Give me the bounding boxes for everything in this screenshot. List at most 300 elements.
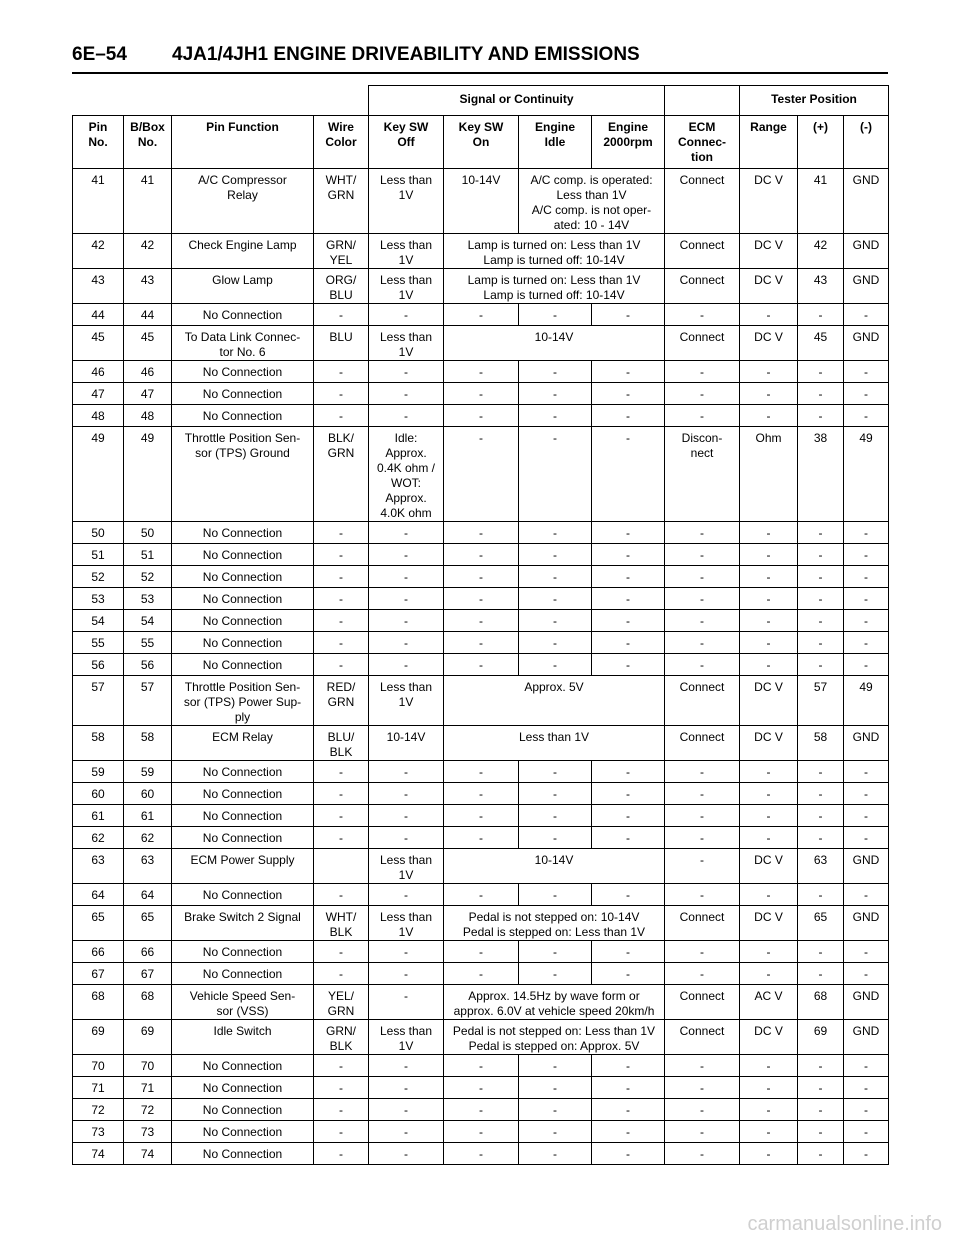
empty-value-cell: - — [844, 405, 889, 427]
col-header-key-sw-off: Key SW Off — [369, 116, 444, 169]
empty-value-cell: - — [740, 827, 798, 849]
empty-value-cell: - — [314, 654, 369, 676]
bbox-number-cell: 50 — [124, 522, 172, 544]
table-row — [73, 676, 889, 726]
bbox-number-cell: 63 — [124, 849, 172, 884]
empty-value-cell: - — [798, 827, 844, 849]
empty-value-cell: - — [592, 1121, 665, 1143]
bbox-number-cell: 65 — [124, 906, 172, 941]
empty-value-cell: - — [369, 361, 444, 383]
bbox-number-cell: 59 — [124, 761, 172, 783]
empty-value-cell: - — [369, 304, 444, 326]
empty-value-cell: - — [844, 654, 889, 676]
header-rule — [72, 72, 888, 74]
tester-minus-cell: 49 — [844, 427, 889, 522]
pin-function-cell: No Connection — [172, 827, 314, 849]
table-row — [73, 383, 889, 405]
empty-value-cell: - — [798, 761, 844, 783]
empty-value-cell: - — [314, 941, 369, 963]
ecm-connection-cell: Connect — [665, 326, 740, 361]
pin-function-cell: No Connection — [172, 1055, 314, 1077]
table-row — [73, 654, 889, 676]
empty-value-cell: - — [314, 1055, 369, 1077]
table-row — [73, 783, 889, 805]
empty-value-cell: - — [844, 610, 889, 632]
table-row — [73, 1121, 889, 1143]
pin-number-cell: 57 — [73, 676, 124, 726]
empty-value-cell: - — [740, 884, 798, 906]
pin-function-cell: To Data Link Connec- tor No. 6 — [172, 326, 314, 361]
pin-function-cell: No Connection — [172, 522, 314, 544]
col-header-wire-color: Wire Color — [314, 116, 369, 169]
empty-value-cell: - — [665, 783, 740, 805]
empty-value-cell: - — [519, 963, 592, 985]
empty-value-cell: - — [592, 827, 665, 849]
pin-number-cell: 43 — [73, 269, 124, 304]
signal-value-cell: Less than 1V — [369, 234, 444, 269]
table-row — [73, 326, 889, 361]
pin-function-cell: No Connection — [172, 941, 314, 963]
pin-function-cell: No Connection — [172, 1077, 314, 1099]
empty-value-cell: - — [665, 522, 740, 544]
empty-value-cell: - — [798, 941, 844, 963]
col-header-pin-function: Pin Function — [172, 116, 314, 169]
empty-value-cell: - — [444, 405, 519, 427]
range-cell: DC V — [740, 676, 798, 726]
range-cell: DC V — [740, 169, 798, 234]
empty-value-cell: - — [740, 361, 798, 383]
pin-function-cell: No Connection — [172, 963, 314, 985]
table-row — [73, 427, 889, 522]
pin-function-cell: No Connection — [172, 761, 314, 783]
empty-value-cell: - — [844, 963, 889, 985]
pin-number-cell: 63 — [73, 849, 124, 884]
empty-value-cell: - — [665, 361, 740, 383]
table-row — [73, 632, 889, 654]
bbox-number-cell: 64 — [124, 884, 172, 906]
empty-value-cell: - — [740, 383, 798, 405]
ecm-connection-cell: Connect — [665, 269, 740, 304]
signal-value-cell: Lamp is turned on: Less than 1V Lamp is turned off: 10-14V — [444, 269, 665, 304]
wire-color-cell: ORG/ BLU — [314, 269, 369, 304]
empty-value-cell: - — [519, 1099, 592, 1121]
range-cell: DC V — [740, 906, 798, 941]
empty-value-cell: - — [798, 1121, 844, 1143]
empty-value-cell: - — [444, 1143, 519, 1165]
empty-value-cell: - — [592, 544, 665, 566]
range-cell: DC V — [740, 269, 798, 304]
pin-number-cell: 62 — [73, 827, 124, 849]
pin-function-cell: No Connection — [172, 654, 314, 676]
bbox-number-cell: 52 — [124, 566, 172, 588]
table-row — [73, 884, 889, 906]
empty-value-cell: - — [665, 383, 740, 405]
empty-value-cell: - — [592, 805, 665, 827]
wire-color-cell: BLU/ BLK — [314, 726, 369, 761]
empty-value-cell: - — [844, 783, 889, 805]
range-cell: Ohm — [740, 427, 798, 522]
col-header-pin-no: Pin No. — [73, 116, 124, 169]
pin-number-cell: 65 — [73, 906, 124, 941]
empty-value-cell: - — [519, 632, 592, 654]
table-row — [73, 169, 889, 234]
empty-value-cell: - — [369, 805, 444, 827]
table-row — [73, 361, 889, 383]
pin-function-cell: No Connection — [172, 610, 314, 632]
table-row — [73, 269, 889, 304]
empty-value-cell: - — [844, 361, 889, 383]
pin-function-cell: Glow Lamp — [172, 269, 314, 304]
table-row — [73, 234, 889, 269]
pin-number-cell: 66 — [73, 941, 124, 963]
ecm-connection-cell: Connect — [665, 1020, 740, 1055]
empty-value-cell: - — [740, 963, 798, 985]
empty-value-cell: - — [844, 632, 889, 654]
pin-number-cell: 52 — [73, 566, 124, 588]
pin-function-cell: Brake Switch 2 Signal — [172, 906, 314, 941]
empty-value-cell: - — [314, 610, 369, 632]
bbox-number-cell: 74 — [124, 1143, 172, 1165]
bbox-number-cell: 41 — [124, 169, 172, 234]
empty-value-cell: - — [592, 761, 665, 783]
signal-value-cell: - — [519, 427, 592, 522]
table-row — [73, 963, 889, 985]
empty-value-cell: - — [444, 544, 519, 566]
empty-value-cell: - — [519, 383, 592, 405]
empty-value-cell: - — [314, 304, 369, 326]
empty-value-cell: - — [444, 566, 519, 588]
page-title: 4JA1/4JH1 ENGINE DRIVEABILITY AND EMISSIONS — [172, 44, 640, 65]
empty-value-cell: - — [444, 884, 519, 906]
empty-value-cell: - — [369, 1055, 444, 1077]
empty-value-cell: - — [519, 1121, 592, 1143]
empty-value-cell: - — [844, 1055, 889, 1077]
wire-color-cell: BLK/ GRN — [314, 427, 369, 522]
empty-value-cell: - — [314, 544, 369, 566]
empty-value-cell: - — [740, 941, 798, 963]
empty-value-cell: - — [314, 522, 369, 544]
pin-function-cell: No Connection — [172, 383, 314, 405]
empty-value-cell: - — [519, 805, 592, 827]
empty-value-cell: - — [798, 632, 844, 654]
pin-number-cell: 59 — [73, 761, 124, 783]
empty-value-cell: - — [444, 941, 519, 963]
pin-function-cell: Idle Switch — [172, 1020, 314, 1055]
empty-value-cell: - — [665, 941, 740, 963]
empty-value-cell: - — [592, 1099, 665, 1121]
empty-value-cell: - — [665, 805, 740, 827]
signal-value-cell: - — [592, 427, 665, 522]
empty-value-cell: - — [798, 304, 844, 326]
table-row — [73, 522, 889, 544]
wire-color-cell: RED/ GRN — [314, 676, 369, 726]
tester-plus-cell: 57 — [798, 676, 844, 726]
signal-value-cell: Pedal is not stepped on: Less than 1V Pedal is stepped on: Approx. 5V — [444, 1020, 665, 1055]
empty-value-cell: - — [314, 761, 369, 783]
empty-value-cell: - — [592, 405, 665, 427]
empty-value-cell: - — [665, 405, 740, 427]
bbox-number-cell: 73 — [124, 1121, 172, 1143]
pin-number-cell: 50 — [73, 522, 124, 544]
empty-value-cell: - — [444, 783, 519, 805]
empty-value-cell: - — [844, 884, 889, 906]
empty-value-cell: - — [369, 544, 444, 566]
pin-number-cell: 73 — [73, 1121, 124, 1143]
wire-color-cell: WHT/ GRN — [314, 169, 369, 234]
table-row — [73, 588, 889, 610]
empty-value-cell: - — [444, 761, 519, 783]
empty-value-cell: - — [444, 805, 519, 827]
empty-value-cell: - — [592, 1143, 665, 1165]
empty-value-cell: - — [740, 405, 798, 427]
bbox-number-cell: 71 — [124, 1077, 172, 1099]
empty-value-cell: - — [519, 783, 592, 805]
signal-value-cell: Less than 1V — [369, 269, 444, 304]
table-row — [73, 544, 889, 566]
table-body — [73, 169, 889, 1165]
tester-plus-cell: 58 — [798, 726, 844, 761]
tester-minus-cell: GND — [844, 1020, 889, 1055]
pin-function-cell: No Connection — [172, 884, 314, 906]
empty-value-cell: - — [592, 566, 665, 588]
empty-value-cell: - — [592, 610, 665, 632]
empty-value-cell: - — [665, 632, 740, 654]
bbox-number-cell: 54 — [124, 610, 172, 632]
empty-value-cell: - — [519, 827, 592, 849]
pin-number-cell: 67 — [73, 963, 124, 985]
empty-value-cell: - — [314, 383, 369, 405]
ecm-connection-cell: Connect — [665, 985, 740, 1020]
empty-value-cell: - — [665, 654, 740, 676]
bbox-number-cell: 45 — [124, 326, 172, 361]
empty-value-cell: - — [798, 544, 844, 566]
pin-number-cell: 72 — [73, 1099, 124, 1121]
empty-value-cell: - — [844, 304, 889, 326]
range-cell: DC V — [740, 234, 798, 269]
empty-value-cell: - — [740, 304, 798, 326]
empty-value-cell: - — [444, 1077, 519, 1099]
tester-minus-cell: GND — [844, 169, 889, 234]
empty-value-cell: - — [798, 963, 844, 985]
empty-value-cell: - — [444, 1121, 519, 1143]
table-row — [73, 1077, 889, 1099]
col-header-bbox-no: B/Box No. — [124, 116, 172, 169]
empty-value-cell: - — [665, 544, 740, 566]
signal-value-cell: Pedal is not stepped on: 10-14V Pedal is stepped on: Less than 1V — [444, 906, 665, 941]
empty-value-cell: - — [314, 405, 369, 427]
empty-value-cell: - — [444, 304, 519, 326]
wire-color-cell: YEL/ GRN — [314, 985, 369, 1020]
pin-function-cell: No Connection — [172, 805, 314, 827]
tester-plus-cell: 69 — [798, 1020, 844, 1055]
tester-minus-cell: GND — [844, 234, 889, 269]
bbox-number-cell: 55 — [124, 632, 172, 654]
tester-minus-cell: 49 — [844, 676, 889, 726]
pin-function-cell: ECM Power Supply — [172, 849, 314, 884]
bbox-number-cell: 61 — [124, 805, 172, 827]
bbox-number-cell: 47 — [124, 383, 172, 405]
empty-value-cell: - — [592, 1077, 665, 1099]
empty-value-cell: - — [740, 1121, 798, 1143]
tester-group-header: Tester Position — [740, 86, 889, 116]
signal-value-cell: - — [369, 985, 444, 1020]
pin-number-cell: 56 — [73, 654, 124, 676]
range-cell: DC V — [740, 326, 798, 361]
empty-value-cell: - — [314, 1143, 369, 1165]
pin-number-cell: 61 — [73, 805, 124, 827]
empty-value-cell: - — [740, 783, 798, 805]
pin-function-cell: No Connection — [172, 544, 314, 566]
empty-value-cell: - — [740, 610, 798, 632]
empty-value-cell: - — [444, 588, 519, 610]
pin-function-cell: Throttle Position Sen- sor (TPS) Ground — [172, 427, 314, 522]
empty-value-cell: - — [369, 566, 444, 588]
signal-value-cell: Approx. 5V — [444, 676, 665, 726]
empty-value-cell: - — [519, 405, 592, 427]
pin-function-cell: Vehicle Speed Sen- sor (VSS) — [172, 985, 314, 1020]
empty-value-cell: - — [665, 1143, 740, 1165]
tester-minus-cell: GND — [844, 326, 889, 361]
table-row — [73, 941, 889, 963]
bbox-number-cell: 42 — [124, 234, 172, 269]
empty-value-cell: - — [665, 963, 740, 985]
signal-value-cell: - — [444, 427, 519, 522]
signal-value-cell: Idle: Approx. 0.4K ohm / WOT: Approx. 4.0K ohm — [369, 427, 444, 522]
empty-value-cell: - — [519, 1055, 592, 1077]
signal-value-cell: Less than 1V — [369, 1020, 444, 1055]
pin-number-cell: 45 — [73, 326, 124, 361]
tester-plus-cell: 38 — [798, 427, 844, 522]
table-row — [73, 726, 889, 761]
empty-value-cell: - — [844, 761, 889, 783]
ecm-connection-cell: Discon- nect — [665, 427, 740, 522]
empty-value-cell: - — [844, 827, 889, 849]
pin-function-cell: No Connection — [172, 361, 314, 383]
bbox-number-cell: 70 — [124, 1055, 172, 1077]
tester-plus-cell: 45 — [798, 326, 844, 361]
empty-value-cell: - — [314, 632, 369, 654]
signal-value-cell: Less than 1V — [369, 676, 444, 726]
watermark: carmanualsonline.info — [747, 1213, 942, 1235]
wire-color-cell: GRN/ BLK — [314, 1020, 369, 1055]
empty-value-cell: - — [665, 1099, 740, 1121]
tester-minus-cell: GND — [844, 906, 889, 941]
empty-value-cell: - — [844, 566, 889, 588]
signal-value-cell: 10-14V — [369, 726, 444, 761]
empty-value-cell: - — [369, 1099, 444, 1121]
empty-value-cell: - — [444, 610, 519, 632]
signal-value-cell: Lamp is turned on: Less than 1V Lamp is turned off: 10-14V — [444, 234, 665, 269]
ecm-connection-cell: - — [665, 849, 740, 884]
empty-value-cell: - — [444, 361, 519, 383]
empty-value-cell: - — [798, 783, 844, 805]
table-row — [73, 985, 889, 1020]
wire-color-cell: BLU — [314, 326, 369, 361]
empty-value-cell: - — [592, 383, 665, 405]
empty-value-cell: - — [844, 1077, 889, 1099]
empty-value-cell: - — [314, 827, 369, 849]
pin-number-cell: 74 — [73, 1143, 124, 1165]
ecm-connection-cell: Connect — [665, 726, 740, 761]
empty-value-cell: - — [740, 566, 798, 588]
pin-function-cell: Throttle Position Sen- sor (TPS) Power Sup- ply — [172, 676, 314, 726]
signal-value-cell: A/C comp. is operated: Less than 1V A/C comp. is not oper- ated: 10 - 14V — [519, 169, 665, 234]
pin-number-cell: 41 — [73, 169, 124, 234]
empty-value-cell: - — [519, 566, 592, 588]
empty-value-cell: - — [665, 1077, 740, 1099]
pin-number-cell: 49 — [73, 427, 124, 522]
empty-value-cell: - — [798, 884, 844, 906]
empty-value-cell: - — [369, 383, 444, 405]
empty-value-cell: - — [592, 522, 665, 544]
empty-value-cell: - — [519, 588, 592, 610]
empty-value-cell: - — [665, 566, 740, 588]
pin-number-cell: 47 — [73, 383, 124, 405]
pin-function-cell: No Connection — [172, 405, 314, 427]
page-header — [72, 44, 888, 74]
range-cell: DC V — [740, 726, 798, 761]
bbox-number-cell: 62 — [124, 827, 172, 849]
table-row — [73, 1143, 889, 1165]
empty-value-cell: - — [740, 805, 798, 827]
bbox-number-cell: 48 — [124, 405, 172, 427]
empty-value-cell: - — [314, 783, 369, 805]
empty-value-cell: - — [592, 654, 665, 676]
empty-value-cell: - — [798, 805, 844, 827]
bbox-number-cell: 58 — [124, 726, 172, 761]
signal-value-cell: 10-14V — [444, 169, 519, 234]
tester-plus-cell: 68 — [798, 985, 844, 1020]
table-row — [73, 1020, 889, 1055]
pin-number-cell: 48 — [73, 405, 124, 427]
bbox-number-cell: 46 — [124, 361, 172, 383]
bbox-number-cell: 66 — [124, 941, 172, 963]
empty-value-cell: - — [519, 761, 592, 783]
empty-value-cell: - — [314, 361, 369, 383]
pin-number-cell: 46 — [73, 361, 124, 383]
pin-table — [72, 85, 889, 1165]
empty-value-cell: - — [369, 963, 444, 985]
tester-plus-cell: 42 — [798, 234, 844, 269]
signal-value-cell: Less than 1V — [369, 849, 444, 884]
bbox-number-cell: 69 — [124, 1020, 172, 1055]
empty-value-cell: - — [798, 1099, 844, 1121]
pin-function-cell: No Connection — [172, 566, 314, 588]
table-row — [73, 405, 889, 427]
empty-value-cell: - — [844, 544, 889, 566]
empty-value-cell: - — [740, 654, 798, 676]
empty-value-cell: - — [740, 588, 798, 610]
empty-value-cell: - — [844, 522, 889, 544]
pin-function-cell: No Connection — [172, 1121, 314, 1143]
empty-value-cell: - — [444, 963, 519, 985]
empty-value-cell: - — [519, 522, 592, 544]
empty-value-cell: - — [314, 588, 369, 610]
empty-value-cell: - — [798, 1077, 844, 1099]
pin-number-cell: 44 — [73, 304, 124, 326]
empty-value-cell: - — [798, 1143, 844, 1165]
table-row — [73, 1055, 889, 1077]
empty-value-cell: - — [665, 884, 740, 906]
empty-value-cell: - — [592, 941, 665, 963]
pin-number-cell: 68 — [73, 985, 124, 1020]
pin-number-cell: 69 — [73, 1020, 124, 1055]
range-cell: DC V — [740, 849, 798, 884]
tester-plus-cell: 43 — [798, 269, 844, 304]
empty-value-cell: - — [519, 544, 592, 566]
empty-value-cell: - — [369, 632, 444, 654]
wire-color-cell: WHT/ BLK — [314, 906, 369, 941]
